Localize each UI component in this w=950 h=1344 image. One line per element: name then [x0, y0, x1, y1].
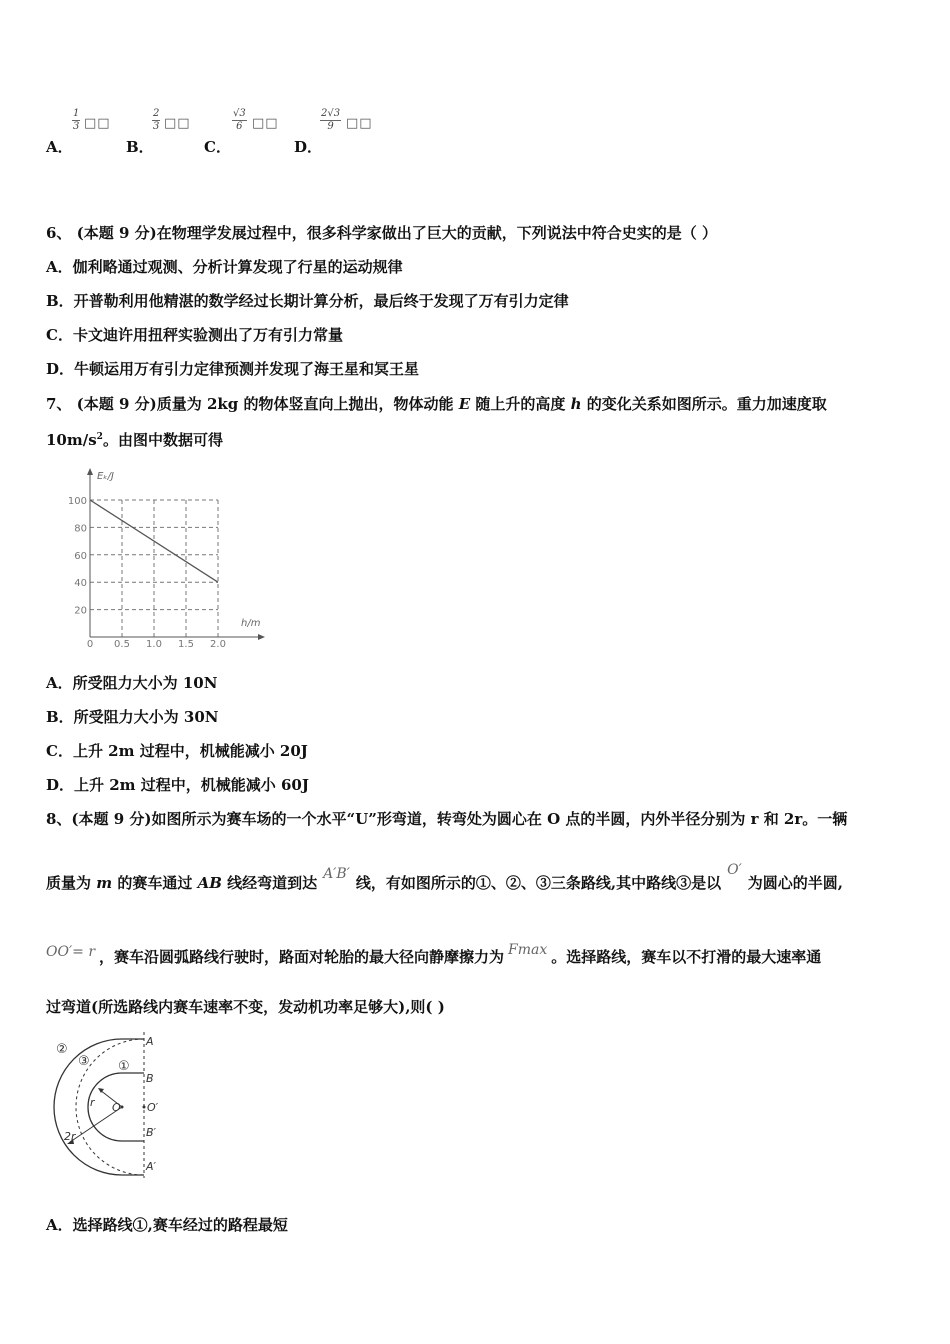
q5-option-b-fraction [152, 108, 160, 133]
fraction-denominator: 6 [236, 121, 243, 132]
point-a-prime-label: A′ [146, 1160, 157, 1173]
q8-text: 线经弯道到达 [221, 874, 318, 892]
ek-h-chart [55, 465, 275, 655]
chart-x-axis-label: h/m [241, 618, 261, 629]
route-3-label: ③ [78, 1054, 90, 1069]
series-line-ek [90, 500, 218, 582]
q7-option-b: B．所受阻力大小为 30N [46, 708, 219, 726]
q8-text: 为圆心的半圆, [747, 874, 844, 892]
center-o-prime-dot [143, 1106, 146, 1109]
fraction-numerator: 2√3 [321, 108, 341, 119]
fraction-denominator: 3 [73, 121, 80, 132]
q7-stem-line1 [46, 393, 827, 414]
q5-option-b-label: B． [126, 138, 154, 156]
q7-stem-symbol-h: h [570, 395, 582, 413]
x-tick-label: 0 [86, 639, 94, 650]
q8-symbol-fmax: Fmax [508, 942, 548, 958]
point-b-prime-label: B′ [146, 1126, 157, 1139]
x-tick-label: 2.0 [210, 639, 226, 650]
fraction-denominator: 3 [153, 121, 160, 132]
point-b-label: B [146, 1072, 154, 1085]
q5-option-d-label: D． [294, 138, 323, 156]
q7-option-c: C．上升 2m 过程中，机械能减小 20J [46, 742, 308, 760]
route-1-label: ① [118, 1059, 130, 1074]
chart-grid [90, 500, 218, 637]
q8-symbol-oo-prime: OO′= r [46, 944, 96, 960]
q8-stem-line4: 过弯道(所选路线内赛车速率不变，发动机功率足够大),则( ) [46, 998, 445, 1016]
q8-symbol-ab: AB [197, 874, 222, 892]
point-o-label: O [112, 1101, 121, 1114]
q6-option-c: C．卡文迪许用扭秤实验测出了万有引力常量 [46, 326, 343, 344]
q7-option-d: D．上升 2m 过程中，机械能减小 60J [46, 776, 309, 794]
x-axis-arrowhead [258, 634, 265, 640]
q8-stem-line2 [46, 862, 844, 893]
point-a-label: A [146, 1035, 154, 1048]
q5-option-a-unit: □□ [84, 116, 111, 131]
q8-text: 。选择路线，赛车以不打滑的最大速率通 [551, 948, 822, 966]
y-tick-label: 40 [74, 578, 87, 590]
q8-symbol-m: m [96, 874, 113, 892]
radius-r-label: r [90, 1096, 95, 1109]
q5-option-b-unit: □□ [164, 116, 191, 131]
q5-options [46, 108, 446, 158]
y-axis-arrowhead [87, 468, 93, 475]
radius-2r-label: 2r [64, 1130, 76, 1143]
q7-stem-unit: 10m/s [46, 431, 97, 449]
x-tick-label: 1.0 [146, 639, 162, 650]
q5-option-d-unit: □□ [346, 116, 373, 131]
q8-stem-line3 [46, 942, 822, 967]
q7-stem-symbol-e: E [458, 395, 471, 413]
q8-text: 质量为 [46, 874, 97, 892]
fraction-numerator: √3 [233, 108, 246, 119]
q7-stem-tail: 。由图中数据可得 [102, 431, 223, 449]
fraction-numerator: 1 [73, 108, 80, 119]
y-tick-label: 80 [74, 523, 87, 535]
fraction-numerator: 2 [153, 108, 160, 119]
q7-option-a: A．所受阻力大小为 10N [46, 674, 218, 692]
chart-axes [87, 468, 265, 640]
y-tick-label: 20 [74, 605, 87, 617]
q8-text: ，赛车沿圆弧路线行驶时，路面对轮胎的最大径向静摩擦力为 [99, 948, 505, 966]
q8-text: 的赛车通过 [112, 874, 198, 892]
q5-option-a-label: A． [46, 138, 73, 156]
q8-option-a: A．选择路线①,赛车经过的路程最短 [46, 1216, 288, 1234]
q8-stem-line1: 8、(本题 9 分)如图所示为赛车场的一个水平“U”形弯道，转弯处为圆心在 O 点的半圆，内外半径分别为 r 和 2r。一辆 [46, 810, 848, 828]
center-o-dot [121, 1106, 124, 1109]
fraction-denominator: 9 [327, 121, 334, 132]
chart-series [90, 500, 218, 582]
q5-option-c-unit: □□ [252, 116, 279, 131]
route-2-label: ② [56, 1042, 68, 1057]
y-tick-label: 60 [74, 550, 87, 562]
q5-option-c-label: C． [204, 138, 231, 156]
q7-stem-unit-exponent: 2 [96, 432, 103, 442]
point-o-prime-label: O′ [147, 1101, 159, 1114]
q8-symbol-o-prime: O′ [727, 862, 742, 878]
chart-tick-labels [68, 496, 226, 650]
q7-stem-part: 7、 (本题 9 分)质量为 2kg 的物体竖直向上抛出，物体动能 [46, 395, 459, 413]
q7-stem-part: 随上升的高度 [470, 395, 571, 413]
u-track-figure [40, 1030, 180, 1180]
q8-symbol-ab-prime: A′B′ [323, 866, 350, 882]
q5-option-d-fraction [320, 108, 341, 133]
q6-option-d: D．牛顿运用万有引力定律预测并发现了海王星和冥王星 [46, 360, 420, 378]
x-tick-label: 0.5 [114, 639, 130, 650]
q7-stem-part: 的变化关系如图所示。重力加速度取 [581, 395, 827, 413]
q8-text: 线，有如图所示的①、②、③三条路线,其中路线③是以 [355, 874, 722, 892]
x-tick-label: 1.5 [178, 639, 194, 650]
q6-stem: 6、 (本题 9 分)在物理学发展过程中，很多科学家做出了巨大的贡献，下列说法中符合史实的是（ ） [46, 224, 717, 242]
q5-option-c-fraction [232, 108, 247, 133]
y-tick-label: 100 [67, 496, 87, 507]
chart-y-axis-label: Eₖ/J [97, 471, 114, 482]
q5-option-a-fraction [72, 108, 80, 133]
q6-option-a: A．伽利略通过观测、分析计算发现了行星的运动规律 [46, 258, 403, 276]
q6-option-b: B．开普勒利用他精湛的数学经过长期计算分析，最后终于发现了万有引力定律 [46, 292, 569, 310]
q7-stem-line2 [46, 429, 223, 450]
